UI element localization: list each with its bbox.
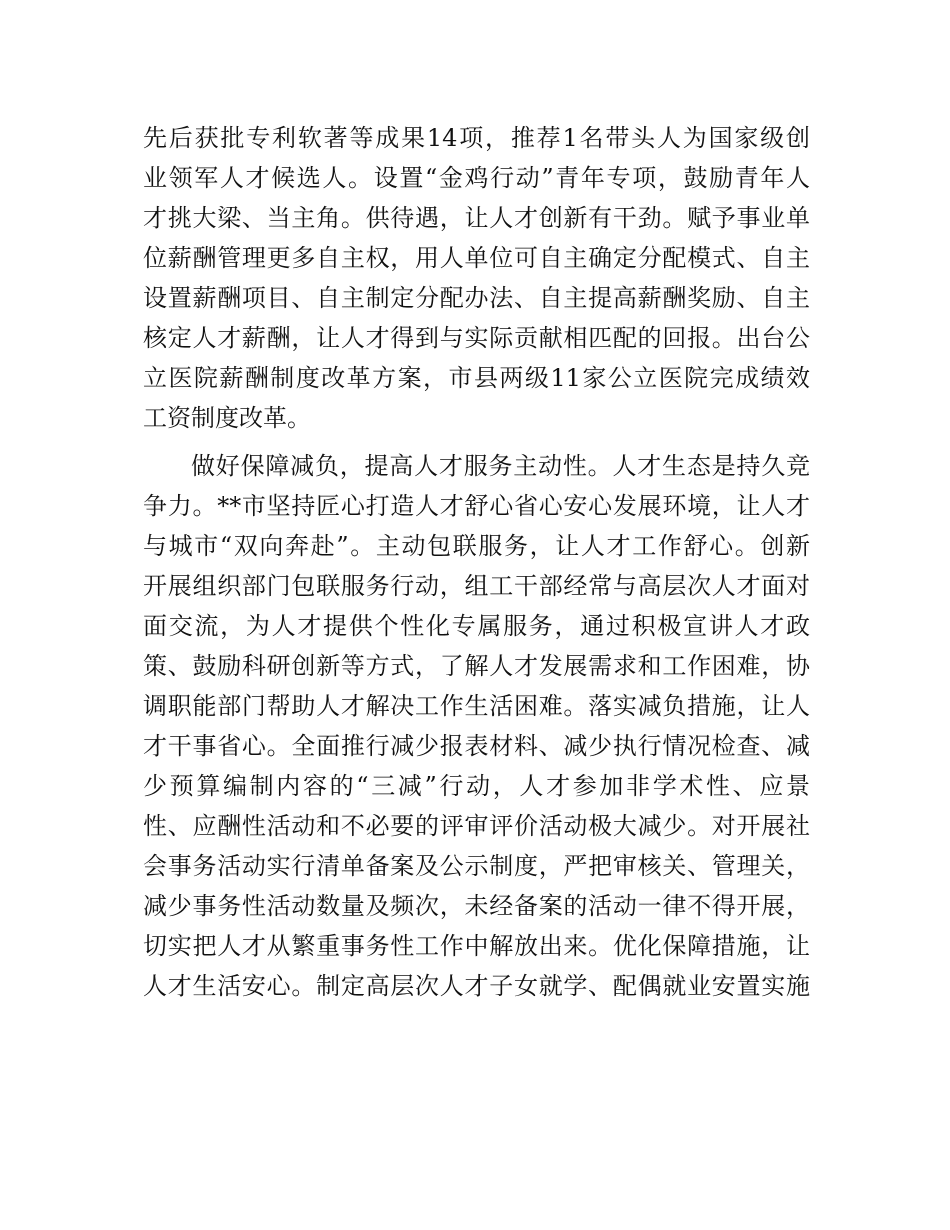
paragraph-line: 调职能部门帮助人才解决工作生活困难。落实减负措施，让人: [143, 692, 810, 720]
paragraph-line: 做好保障减负，提高人才服务主动性。人才生态是持久竞: [191, 452, 810, 480]
paragraph-line: 先后获批专利软著等成果14项，推荐1名带头人为国家级创: [143, 124, 810, 152]
paragraph-line: 切实把人才从繁重事务性工作中解放出来。优化保障措施，让: [143, 932, 810, 960]
paragraph-line: 少预算编制内容的“三减”行动，人才参加非学术性、应景: [143, 772, 810, 800]
paragraph-line: 核定人才薪酬，让人才得到与实际贡献相匹配的回报。出台公: [143, 324, 810, 352]
paragraph-line: 争力。**市坚持匠心打造人才舒心省心安心发展环境，让人才: [143, 492, 810, 520]
paragraph-line: 策、鼓励科研创新等方式，了解人才发展需求和工作困难，协: [143, 652, 810, 680]
paragraph-line: 开展组织部门包联服务行动，组工干部经常与高层次人才面对: [143, 572, 810, 600]
paragraph-line: 人才生活安心。制定高层次人才子女就学、配偶就业安置实施: [143, 972, 810, 1000]
paragraph-line: 工资制度改革。: [143, 404, 311, 432]
paragraph-line: 面交流，为人才提供个性化专属服务，通过积极宣讲人才政: [143, 612, 810, 640]
paragraph-line: 会事务活动实行清单备案及公示制度，严把审核关、管理关，: [143, 852, 810, 880]
paragraph-line: 与城市“双向奔赴”。主动包联服务，让人才工作舒心。创新: [143, 532, 810, 560]
paragraph-line: 立医院薪酬制度改革方案，市县两级11家公立医院完成绩效: [143, 364, 810, 392]
paragraph-line: 性、应酬性活动和不必要的评审评价活动极大减少。对开展社: [143, 812, 810, 840]
paragraph-line: 设置薪酬项目、自主制定分配办法、自主提高薪酬奖励、自主: [143, 284, 810, 312]
paragraph-line: 减少事务性活动数量及频次，未经备案的活动一律不得开展，: [143, 892, 810, 920]
paragraph-line: 业领军人才候选人。设置“金鸡行动”青年专项，鼓励青年人: [143, 164, 810, 192]
paragraph-line: 位薪酬管理更多自主权，用人单位可自主确定分配模式、自主: [143, 244, 810, 272]
paragraph-line: 才挑大梁、当主角。供待遇，让人才创新有干劲。赋予事业单: [143, 204, 810, 232]
paragraph-line: 才干事省心。全面推行减少报表材料、减少执行情况检查、减: [143, 732, 810, 760]
